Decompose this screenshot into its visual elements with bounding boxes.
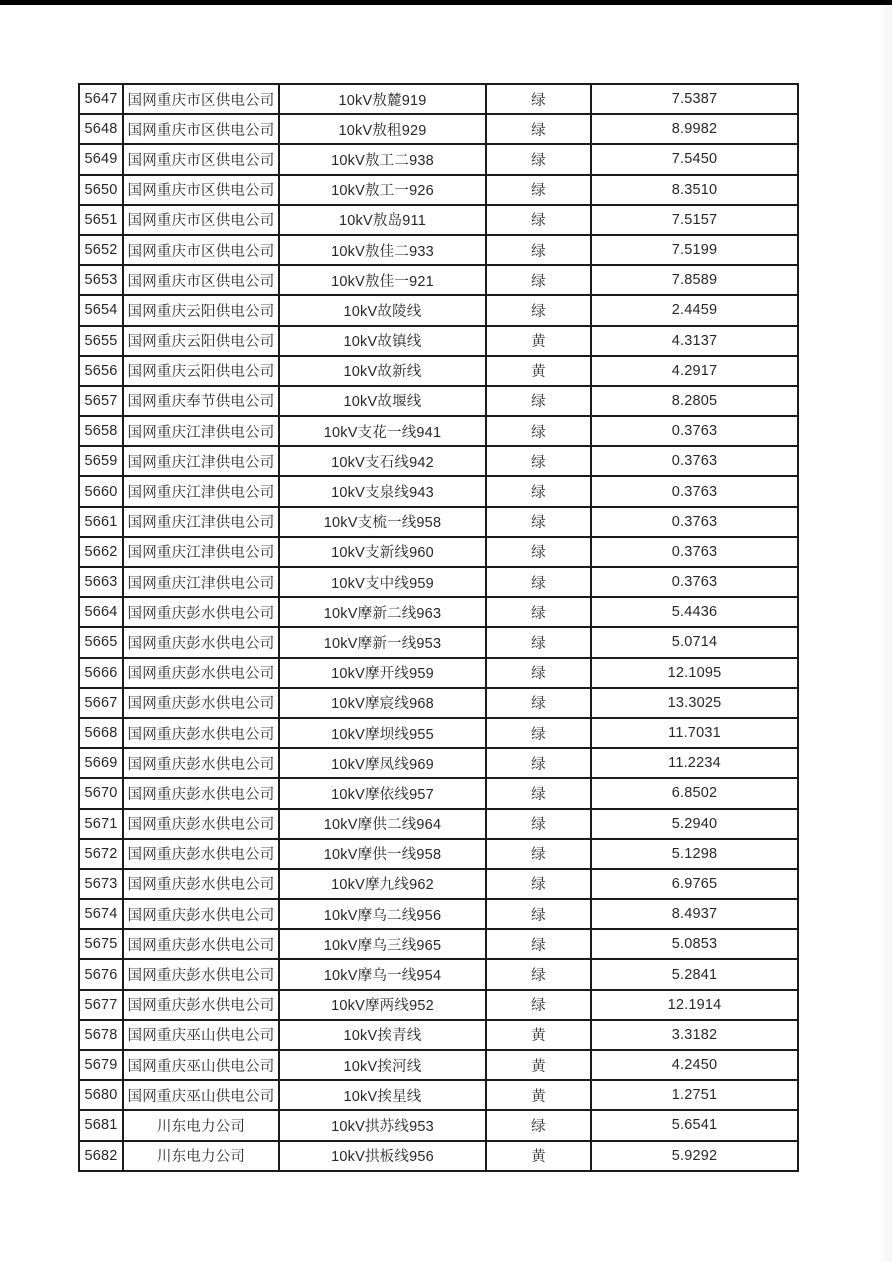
cell-row-number: 5647 — [79, 84, 123, 114]
cell-status: 绿 — [486, 476, 591, 506]
cell-row-number: 5681 — [79, 1110, 123, 1140]
cell-status: 绿 — [486, 114, 591, 144]
cell-status: 绿 — [486, 295, 591, 325]
cell-status: 黄 — [486, 1050, 591, 1080]
cell-company: 国网重庆巫山供电公司 — [123, 1050, 279, 1080]
cell-row-number: 5676 — [79, 959, 123, 989]
table-row — [79, 839, 798, 869]
cell-value: 7.8589 — [591, 265, 798, 295]
cell-status: 绿 — [486, 627, 591, 657]
table-row — [79, 356, 798, 386]
cell-value: 6.8502 — [591, 778, 798, 808]
table-row — [79, 1080, 798, 1110]
cell-row-number: 5670 — [79, 778, 123, 808]
cell-value: 1.2751 — [591, 1080, 798, 1110]
cell-company: 国网重庆奉节供电公司 — [123, 386, 279, 416]
cell-company: 国网重庆市区供电公司 — [123, 205, 279, 235]
table-row — [79, 778, 798, 808]
cell-line-name: 10kV摩依线957 — [279, 778, 486, 808]
cell-company: 国网重庆江津供电公司 — [123, 567, 279, 597]
table-row — [79, 718, 798, 748]
cell-value: 2.4459 — [591, 295, 798, 325]
cell-line-name: 10kV故新线 — [279, 356, 486, 386]
cell-company: 国网重庆市区供电公司 — [123, 84, 279, 114]
cell-status: 绿 — [486, 144, 591, 174]
cell-row-number: 5666 — [79, 658, 123, 688]
cell-line-name: 10kV摩乌二线956 — [279, 899, 486, 929]
cell-company: 国网重庆巫山供电公司 — [123, 1080, 279, 1110]
table-row — [79, 1110, 798, 1140]
cell-row-number: 5663 — [79, 567, 123, 597]
cell-row-number: 5674 — [79, 899, 123, 929]
cell-value: 5.2940 — [591, 809, 798, 839]
cell-company: 国网重庆彭水供电公司 — [123, 597, 279, 627]
cell-status: 绿 — [486, 446, 591, 476]
cell-line-name: 10kV摩两线952 — [279, 990, 486, 1020]
cell-status: 绿 — [486, 265, 591, 295]
cell-line-name: 10kV敖工二938 — [279, 144, 486, 174]
cell-status: 绿 — [486, 718, 591, 748]
cell-status: 绿 — [486, 959, 591, 989]
cell-company: 国网重庆市区供电公司 — [123, 114, 279, 144]
cell-row-number: 5673 — [79, 869, 123, 899]
cell-status: 绿 — [486, 175, 591, 205]
cell-value: 12.1095 — [591, 658, 798, 688]
cell-value: 7.5450 — [591, 144, 798, 174]
table-row — [79, 235, 798, 265]
cell-row-number: 5657 — [79, 386, 123, 416]
cell-status: 绿 — [486, 899, 591, 929]
table-row — [79, 84, 798, 114]
cell-value: 5.6541 — [591, 1110, 798, 1140]
cell-value: 4.2917 — [591, 356, 798, 386]
cell-company: 川东电力公司 — [123, 1141, 279, 1171]
cell-row-number: 5648 — [79, 114, 123, 144]
cell-company: 国网重庆江津供电公司 — [123, 446, 279, 476]
cell-line-name: 10kV故镇线 — [279, 326, 486, 356]
cell-status: 黄 — [486, 1020, 591, 1050]
table-body — [79, 84, 798, 1171]
cell-status: 绿 — [486, 205, 591, 235]
cell-company: 国网重庆巫山供电公司 — [123, 1020, 279, 1050]
cell-status: 黄 — [486, 356, 591, 386]
cell-line-name: 10kV摩凤线969 — [279, 748, 486, 778]
cell-line-name: 10kV故堰线 — [279, 386, 486, 416]
cell-company: 川东电力公司 — [123, 1110, 279, 1140]
cell-line-name: 10kV摩九线962 — [279, 869, 486, 899]
cell-line-name: 10kV摩供二线964 — [279, 809, 486, 839]
cell-value: 0.3763 — [591, 476, 798, 506]
cell-status: 绿 — [486, 537, 591, 567]
cell-company: 国网重庆江津供电公司 — [123, 476, 279, 506]
cell-value: 5.0853 — [591, 929, 798, 959]
cell-value: 8.4937 — [591, 899, 798, 929]
cell-company: 国网重庆彭水供电公司 — [123, 778, 279, 808]
cell-company: 国网重庆市区供电公司 — [123, 144, 279, 174]
cell-line-name: 10kV挨星线 — [279, 1080, 486, 1110]
cell-company: 国网重庆彭水供电公司 — [123, 658, 279, 688]
cell-status: 绿 — [486, 235, 591, 265]
cell-status: 绿 — [486, 1110, 591, 1140]
cell-company: 国网重庆彭水供电公司 — [123, 688, 279, 718]
cell-row-number: 5651 — [79, 205, 123, 235]
cell-line-name: 10kV支石线942 — [279, 446, 486, 476]
table-row — [79, 507, 798, 537]
cell-line-name: 10kV敖佳一921 — [279, 265, 486, 295]
cell-value: 7.5199 — [591, 235, 798, 265]
cell-value: 5.9292 — [591, 1141, 798, 1171]
cell-row-number: 5671 — [79, 809, 123, 839]
cell-row-number: 5677 — [79, 990, 123, 1020]
cell-value: 3.3182 — [591, 1020, 798, 1050]
page-right-edge-shade — [878, 0, 892, 1262]
cell-value: 7.5157 — [591, 205, 798, 235]
cell-status: 绿 — [486, 990, 591, 1020]
cell-line-name: 10kV拱苏线953 — [279, 1110, 486, 1140]
cell-value: 4.2450 — [591, 1050, 798, 1080]
page-top-edge-bar — [0, 0, 892, 5]
cell-company: 国网重庆云阳供电公司 — [123, 356, 279, 386]
cell-status: 绿 — [486, 567, 591, 597]
cell-value: 5.0714 — [591, 627, 798, 657]
cell-status: 绿 — [486, 688, 591, 718]
cell-company: 国网重庆市区供电公司 — [123, 265, 279, 295]
power-line-data-table — [78, 83, 799, 1172]
cell-line-name: 10kV摩新二线963 — [279, 597, 486, 627]
cell-row-number: 5649 — [79, 144, 123, 174]
cell-company: 国网重庆彭水供电公司 — [123, 839, 279, 869]
cell-status: 绿 — [486, 929, 591, 959]
cell-row-number: 5667 — [79, 688, 123, 718]
cell-line-name: 10kV敖岛911 — [279, 205, 486, 235]
cell-line-name: 10kV支中线959 — [279, 567, 486, 597]
cell-company: 国网重庆彭水供电公司 — [123, 809, 279, 839]
cell-value: 0.3763 — [591, 537, 798, 567]
table-row — [79, 899, 798, 929]
table-row — [79, 809, 798, 839]
cell-value: 11.2234 — [591, 748, 798, 778]
cell-row-number: 5658 — [79, 416, 123, 446]
cell-status: 绿 — [486, 84, 591, 114]
table-row — [79, 175, 798, 205]
cell-row-number: 5682 — [79, 1141, 123, 1171]
cell-company: 国网重庆云阳供电公司 — [123, 326, 279, 356]
cell-line-name: 10kV摩乌一线954 — [279, 959, 486, 989]
cell-value: 8.9982 — [591, 114, 798, 144]
table-row — [79, 1020, 798, 1050]
cell-line-name: 10kV支新线960 — [279, 537, 486, 567]
cell-line-name: 10kV摩开线959 — [279, 658, 486, 688]
cell-line-name: 10kV支花一线941 — [279, 416, 486, 446]
cell-value: 4.3137 — [591, 326, 798, 356]
cell-status: 绿 — [486, 778, 591, 808]
table-row — [79, 476, 798, 506]
cell-value: 0.3763 — [591, 446, 798, 476]
cell-line-name: 10kV摩宸线968 — [279, 688, 486, 718]
cell-value: 8.3510 — [591, 175, 798, 205]
cell-row-number: 5679 — [79, 1050, 123, 1080]
cell-status: 黄 — [486, 326, 591, 356]
cell-status: 绿 — [486, 809, 591, 839]
table-row — [79, 1050, 798, 1080]
cell-line-name: 10kV挨青线 — [279, 1020, 486, 1050]
cell-row-number: 5669 — [79, 748, 123, 778]
cell-line-name: 10kV敖佳二933 — [279, 235, 486, 265]
cell-value: 6.9765 — [591, 869, 798, 899]
cell-line-name: 10kV摩乌三线965 — [279, 929, 486, 959]
cell-value: 0.3763 — [591, 507, 798, 537]
table-row — [79, 990, 798, 1020]
cell-company: 国网重庆江津供电公司 — [123, 537, 279, 567]
table-row — [79, 386, 798, 416]
cell-line-name: 10kV挨河线 — [279, 1050, 486, 1080]
table-row — [79, 446, 798, 476]
cell-line-name: 10kV摩坝线955 — [279, 718, 486, 748]
cell-line-name: 10kV支梳一线958 — [279, 507, 486, 537]
table-row — [79, 959, 798, 989]
cell-company: 国网重庆彭水供电公司 — [123, 869, 279, 899]
cell-status: 黄 — [486, 1141, 591, 1171]
cell-row-number: 5665 — [79, 627, 123, 657]
cell-line-name: 10kV敖麓919 — [279, 84, 486, 114]
table-row — [79, 326, 798, 356]
cell-value: 7.5387 — [591, 84, 798, 114]
cell-row-number: 5652 — [79, 235, 123, 265]
cell-value: 5.1298 — [591, 839, 798, 869]
table-row — [79, 748, 798, 778]
cell-row-number: 5672 — [79, 839, 123, 869]
cell-status: 绿 — [486, 416, 591, 446]
cell-row-number: 5675 — [79, 929, 123, 959]
cell-company: 国网重庆江津供电公司 — [123, 507, 279, 537]
cell-row-number: 5664 — [79, 597, 123, 627]
cell-company: 国网重庆云阳供电公司 — [123, 295, 279, 325]
cell-value: 5.2841 — [591, 959, 798, 989]
cell-status: 绿 — [486, 869, 591, 899]
cell-company: 国网重庆彭水供电公司 — [123, 748, 279, 778]
cell-company: 国网重庆彭水供电公司 — [123, 899, 279, 929]
cell-company: 国网重庆彭水供电公司 — [123, 990, 279, 1020]
cell-row-number: 5662 — [79, 537, 123, 567]
cell-line-name: 10kV敖租929 — [279, 114, 486, 144]
cell-row-number: 5659 — [79, 446, 123, 476]
table-row — [79, 869, 798, 899]
cell-line-name: 10kV摩新一线953 — [279, 627, 486, 657]
cell-status: 绿 — [486, 658, 591, 688]
table-row — [79, 567, 798, 597]
cell-status: 绿 — [486, 597, 591, 627]
cell-company: 国网重庆彭水供电公司 — [123, 718, 279, 748]
table-row — [79, 205, 798, 235]
cell-company: 国网重庆彭水供电公司 — [123, 959, 279, 989]
cell-row-number: 5653 — [79, 265, 123, 295]
table-row — [79, 114, 798, 144]
cell-row-number: 5680 — [79, 1080, 123, 1110]
cell-row-number: 5661 — [79, 507, 123, 537]
cell-value: 13.3025 — [591, 688, 798, 718]
cell-value: 8.2805 — [591, 386, 798, 416]
cell-status: 黄 — [486, 1080, 591, 1110]
cell-line-name: 10kV故陵线 — [279, 295, 486, 325]
cell-value: 11.7031 — [591, 718, 798, 748]
table-row — [79, 537, 798, 567]
table-row — [79, 1141, 798, 1171]
cell-status: 绿 — [486, 748, 591, 778]
cell-value: 0.3763 — [591, 416, 798, 446]
cell-status: 绿 — [486, 507, 591, 537]
table-row — [79, 627, 798, 657]
cell-value: 5.4436 — [591, 597, 798, 627]
table-row — [79, 658, 798, 688]
cell-company: 国网重庆市区供电公司 — [123, 175, 279, 205]
cell-company: 国网重庆市区供电公司 — [123, 235, 279, 265]
cell-line-name: 10kV拱板线956 — [279, 1141, 486, 1171]
table-row — [79, 416, 798, 446]
table-row — [79, 144, 798, 174]
cell-status: 绿 — [486, 839, 591, 869]
cell-company: 国网重庆彭水供电公司 — [123, 929, 279, 959]
table-row — [79, 929, 798, 959]
cell-line-name: 10kV支泉线943 — [279, 476, 486, 506]
cell-line-name: 10kV摩供一线958 — [279, 839, 486, 869]
table-row — [79, 295, 798, 325]
cell-value: 12.1914 — [591, 990, 798, 1020]
cell-row-number: 5655 — [79, 326, 123, 356]
cell-row-number: 5668 — [79, 718, 123, 748]
table-row — [79, 265, 798, 295]
cell-status: 绿 — [486, 386, 591, 416]
cell-value: 0.3763 — [591, 567, 798, 597]
cell-company: 国网重庆彭水供电公司 — [123, 627, 279, 657]
cell-row-number: 5678 — [79, 1020, 123, 1050]
cell-line-name: 10kV敖工一926 — [279, 175, 486, 205]
cell-row-number: 5654 — [79, 295, 123, 325]
table-row — [79, 688, 798, 718]
table-row — [79, 597, 798, 627]
cell-company: 国网重庆江津供电公司 — [123, 416, 279, 446]
cell-row-number: 5656 — [79, 356, 123, 386]
cell-row-number: 5650 — [79, 175, 123, 205]
cell-row-number: 5660 — [79, 476, 123, 506]
